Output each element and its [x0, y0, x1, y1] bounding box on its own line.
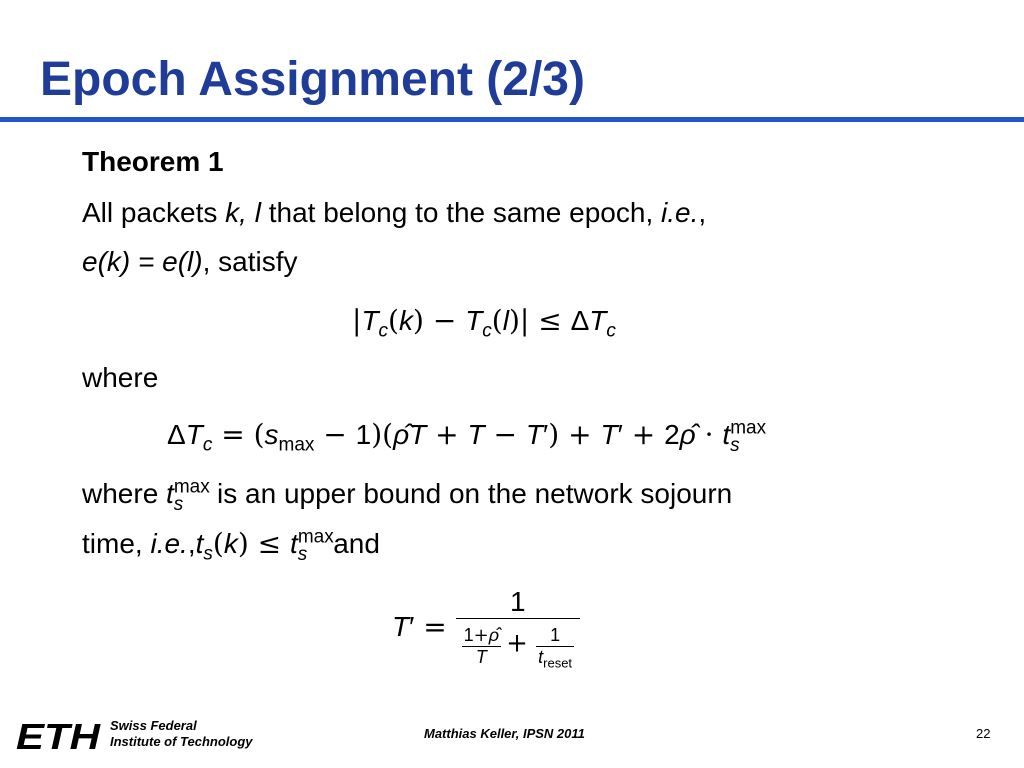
paren: )	[412, 304, 424, 337]
minus-operator: −	[314, 418, 356, 451]
paren: )	[237, 527, 249, 560]
plus-operator: +	[506, 628, 537, 659]
text-segment: All packets	[82, 197, 226, 228]
delta-symbol: Δ	[167, 419, 186, 450]
paren: (	[212, 527, 224, 560]
paren: )|	[508, 304, 530, 337]
ie-abbrev: i.e.	[150, 528, 188, 559]
math-symbol: l	[502, 305, 509, 336]
epoch-equality: e(k) = e(l)	[82, 246, 203, 277]
math-symbol: T	[392, 611, 410, 642]
where-line-2	[82, 476, 733, 515]
inner-numerator: 1	[550, 625, 561, 645]
plus-operator: +	[559, 418, 601, 451]
page-number: 22	[976, 726, 991, 741]
equals-operator: = (	[212, 418, 265, 451]
math-symbol: T	[600, 419, 618, 450]
where-label-2: where	[82, 478, 159, 509]
max-superscript: max	[730, 417, 767, 439]
delta-tc-equation	[167, 417, 767, 456]
max-superscript: max	[173, 476, 210, 498]
paren: )(	[371, 418, 394, 451]
math-number: 1	[463, 625, 474, 645]
title-divider	[0, 117, 1024, 122]
time-line	[82, 526, 380, 565]
math-symbol: T	[185, 419, 203, 450]
and-word: and	[333, 528, 380, 559]
institution-name	[110, 718, 253, 750]
math-symbol: T	[465, 305, 483, 336]
math-symbol: k	[398, 305, 413, 336]
math-symbol: T	[361, 305, 379, 336]
t-prime-fraction	[456, 586, 580, 671]
math-symbol: t	[166, 478, 174, 509]
plus-operator: +	[426, 418, 468, 451]
inner-numerator	[462, 625, 501, 646]
author-credit: Matthias Keller, IPSN 2011	[424, 726, 585, 741]
text-segment: , satisfy	[202, 246, 298, 277]
paren: (	[491, 304, 503, 337]
text-segment: that belong to the same epoch,	[260, 197, 662, 228]
math-symbol: T	[525, 419, 544, 450]
rho-hat-symbol: ρ̂	[679, 419, 696, 450]
where-label-1: where	[82, 362, 159, 393]
equals-operator: =	[414, 610, 456, 644]
math-symbol: t	[538, 647, 544, 667]
paren: (	[388, 304, 399, 337]
ie-abbrev: i.e.	[661, 197, 699, 228]
rho-hat-symbol: ρ̂	[393, 419, 410, 450]
math-subscript: s	[297, 543, 308, 565]
text-segment: is an upper bound on the network sojourn	[209, 478, 733, 509]
math-symbol: t	[290, 528, 298, 559]
bound-inequality	[352, 304, 616, 342]
math-subscript: s	[173, 493, 184, 515]
theorem-line-2	[82, 246, 298, 278]
inner-fraction-rho	[462, 625, 501, 668]
math-symbol: s	[264, 419, 279, 450]
math-subscript: c	[606, 320, 616, 342]
packets-kl: k, l	[225, 197, 261, 228]
math-number: 1	[355, 419, 372, 450]
theorem-heading: Theorem 1	[82, 146, 224, 177]
math-symbol: k	[223, 528, 238, 559]
prime-mark: ′	[543, 419, 549, 450]
plus-operator: +	[473, 625, 489, 646]
theorem-line-1	[82, 197, 706, 229]
plus-operator: +	[622, 418, 665, 451]
eth-logo	[16, 720, 102, 752]
math-subscript: s	[203, 543, 213, 565]
math-number: 2	[664, 419, 680, 450]
dot-operator: ·	[695, 418, 723, 451]
math-symbol: t	[195, 528, 204, 559]
inner-denominator: T	[462, 646, 501, 668]
text-segment: time,	[82, 528, 151, 559]
math-symbol: T	[409, 419, 427, 450]
leq-operator: ≤	[248, 527, 291, 560]
minus-operator: −	[423, 304, 466, 337]
eth-logo-text: ETH	[16, 720, 102, 752]
institution-line-2: Institute of Technology	[110, 734, 253, 749]
reset-subscript: reset	[543, 655, 573, 671]
max-superscript: max	[297, 526, 334, 548]
math-symbol: T	[467, 419, 485, 450]
slide-title: Epoch Assignment (2/3)	[40, 53, 585, 106]
math-subscript: s	[730, 434, 740, 456]
text-segment: ,	[698, 197, 707, 228]
math-subscript: c	[202, 434, 213, 456]
inner-fraction-reset	[536, 625, 574, 671]
rho-hat-symbol: ρ̂	[488, 625, 500, 645]
math-subscript: c	[482, 320, 492, 342]
abs-bar: |	[352, 304, 362, 337]
max-subscript: max	[278, 434, 315, 456]
text-segment: ,	[187, 528, 196, 559]
math-subscript: c	[378, 320, 389, 342]
delta-symbol: Δ	[570, 305, 590, 336]
institution-line-1: Swiss Federal	[110, 718, 197, 733]
inner-denominator	[536, 646, 574, 671]
math-symbol: T	[589, 305, 607, 336]
math-symbol: t	[722, 419, 731, 450]
minus-operator: −	[484, 418, 526, 451]
prime-mark: ′	[617, 419, 623, 450]
fraction-numerator: 1	[510, 586, 526, 617]
paren: )	[548, 418, 560, 451]
prime-mark: ′	[409, 611, 415, 642]
fraction-denominator	[456, 618, 580, 671]
t-prime-equation	[392, 586, 580, 671]
leq-operator: ≤	[529, 304, 571, 337]
